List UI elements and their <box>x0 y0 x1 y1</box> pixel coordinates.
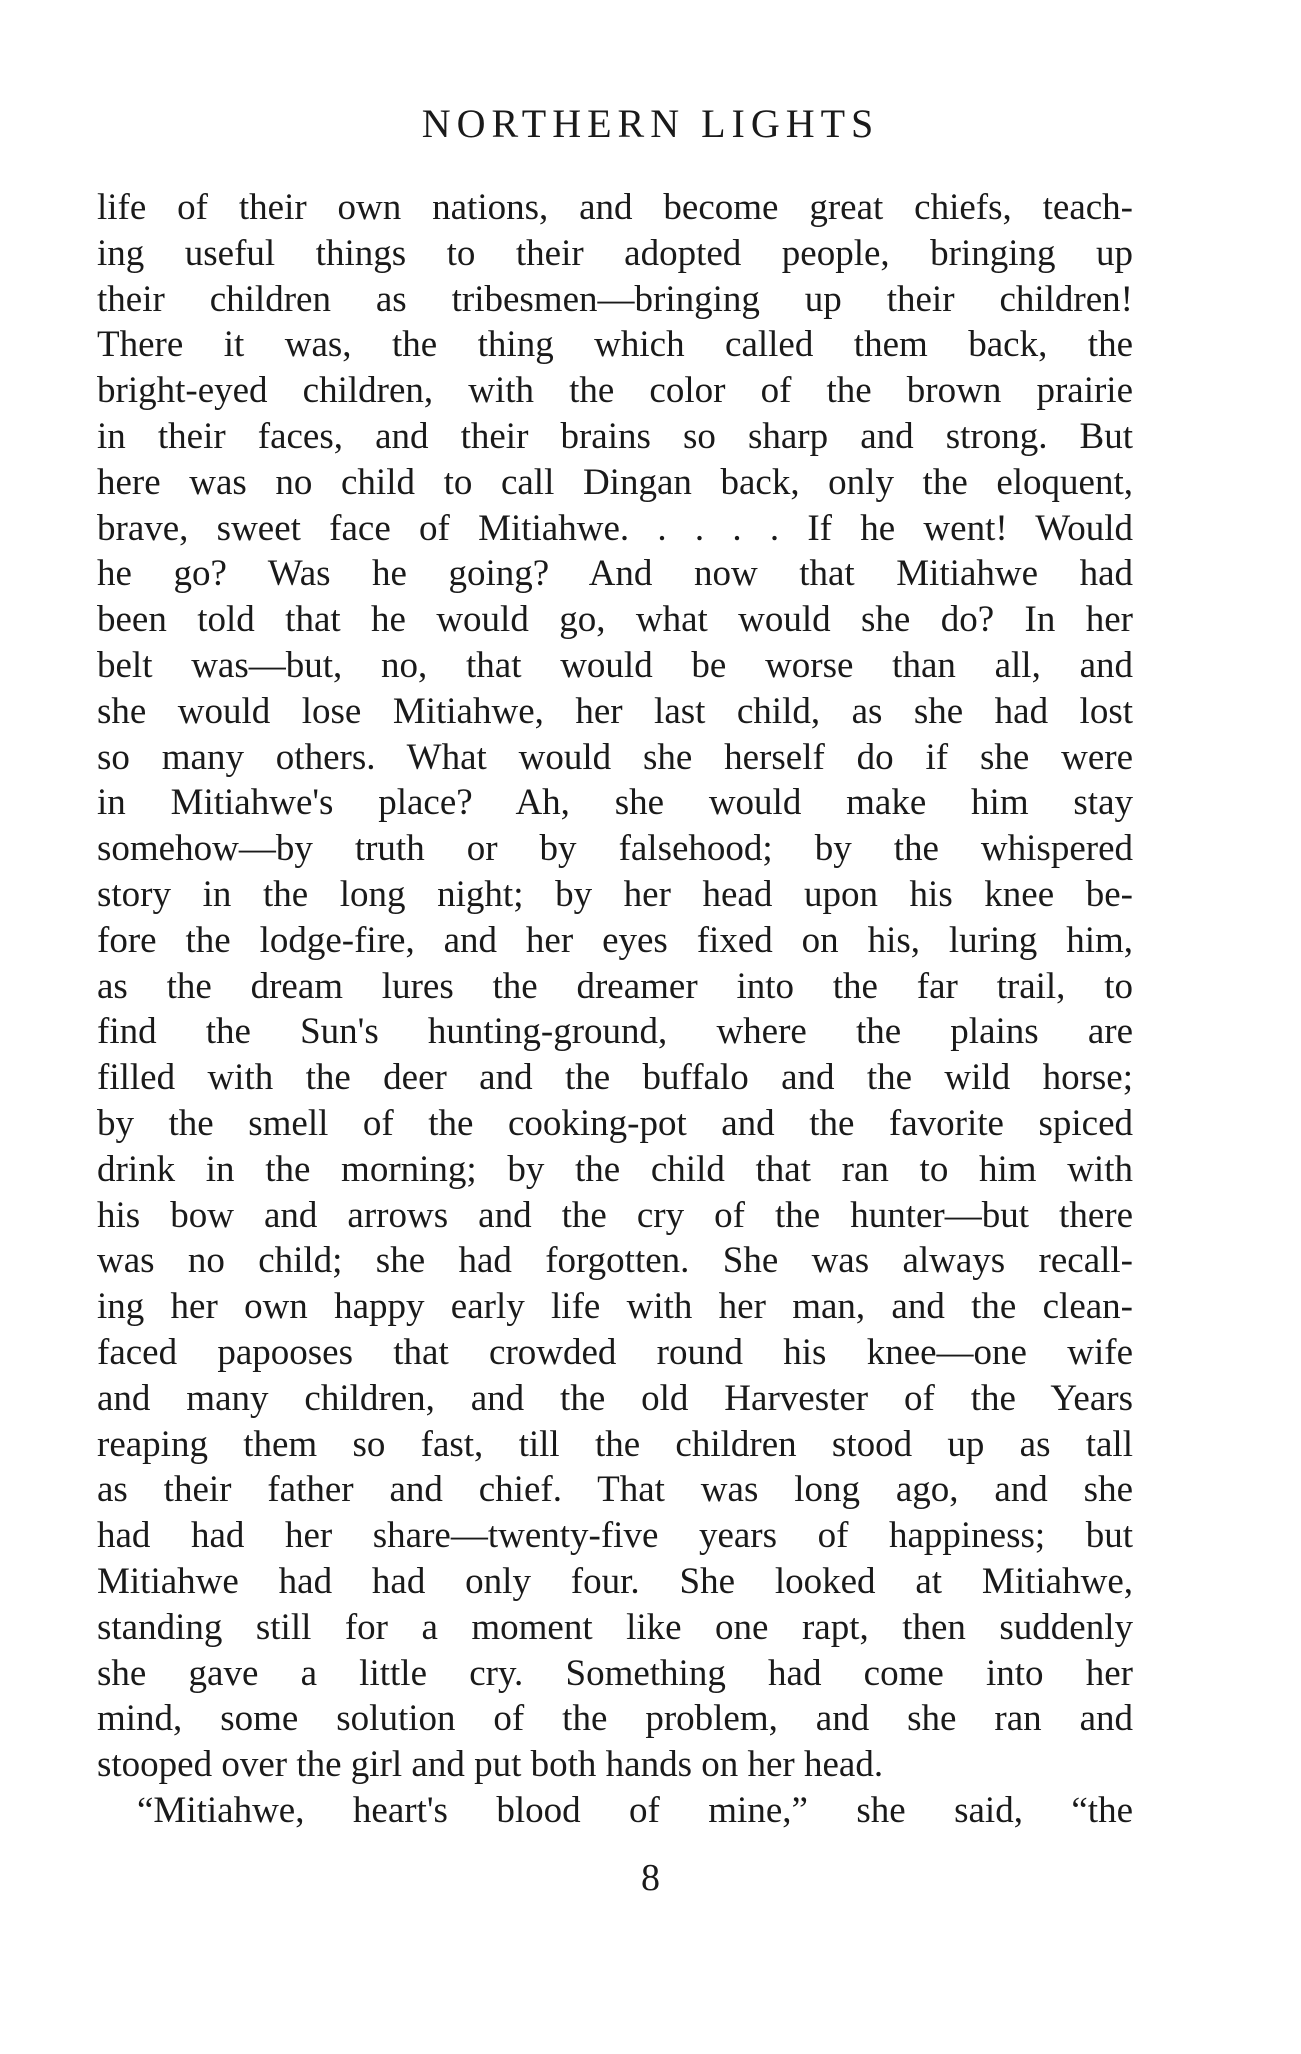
text-line: stooped over the girl and put both hands on her head. <box>97 1744 884 1786</box>
text-line: drink in the morning; by the child that ran to him with <box>97 1148 1133 1190</box>
text-line: his bow and arrows and the cry of the hunter—but there <box>97 1194 1133 1236</box>
text-line: brave, sweet face of Mitiahwe. . . . . If he went! Would <box>97 507 1133 549</box>
text-line: reaping them so fast, till the children stood up as tall <box>97 1423 1133 1465</box>
text-line: here was no child to call Dingan back, only the eloquent, <box>97 461 1133 503</box>
page-number: 8 <box>641 1857 660 1899</box>
text-line: standing still for a moment like one rapt, then suddenly <box>97 1606 1133 1648</box>
text-line: as the dream lures the dreamer into the far trail, to <box>97 965 1133 1007</box>
text-line: she gave a little cry. Something had come into her <box>97 1652 1133 1694</box>
text-line: so many others. What would she herself do if she were <box>97 736 1133 778</box>
text-line: mind, some solution of the problem, and she ran and <box>97 1698 1133 1740</box>
text-line: filled with the deer and the buffalo and the wild horse; <box>97 1057 1133 1099</box>
text-line: somehow—by truth or by falsehood; by the whispered <box>97 828 1133 870</box>
running-header: NORTHERN LIGHTS <box>421 101 880 146</box>
text-line: find the Sun's hunting-ground, where the plains are <box>97 1011 1133 1053</box>
text-line: life of their own nations, and become great chiefs, teach- <box>97 187 1133 228</box>
body-text <box>97 185 1133 1834</box>
text-line: as their father and chief. That was long ago, and she <box>97 1469 1133 1511</box>
text-line: in Mitiahwe's place? Ah, she would make him stay <box>97 782 1133 824</box>
text-line: faced papooses that crowded round his knee—one wife <box>97 1331 1133 1373</box>
text-line: belt was—but, no, that would be worse than all, and <box>97 644 1133 686</box>
text-line: was no child; she had forgotten. She was always recall- <box>97 1240 1133 1282</box>
text-line: “Mitiahwe, heart's blood of mine,” she said, “the <box>137 1789 1133 1831</box>
text-line: been told that he would go, what would she do? In her <box>97 599 1133 641</box>
text-line: fore the lodge-fire, and her eyes fixed on his, luring him, <box>97 919 1133 961</box>
text-line: he go? Was he going? And now that Mitiahwe had <box>97 553 1133 595</box>
text-line: story in the long night; by her head upon his knee be- <box>97 873 1133 915</box>
text-line: their children as tribesmen—bringing up their children! <box>97 278 1133 320</box>
text-line: and many children, and the old Harvester of the Years <box>97 1377 1133 1419</box>
text-line: ing useful things to their adopted people, bringing up <box>97 232 1133 274</box>
text-line: bright-eyed children, with the color of the brown prairie <box>97 370 1133 412</box>
text-line: Mitiahwe had had only four. She looked at Mitiahwe, <box>97 1560 1133 1602</box>
text-line: had had her share—twenty-five years of happiness; but <box>97 1515 1133 1557</box>
text-line: by the smell of the cooking-pot and the favorite spiced <box>97 1102 1133 1144</box>
text-line: There it was, the thing which called them back, the <box>97 324 1133 366</box>
text-line: in their faces, and their brains so sharp and strong. But <box>97 415 1133 457</box>
text-line: she would lose Mitiahwe, her last child, as she had lost <box>97 690 1133 732</box>
text-line: ing her own happy early life with her man, and the clean- <box>97 1286 1133 1328</box>
